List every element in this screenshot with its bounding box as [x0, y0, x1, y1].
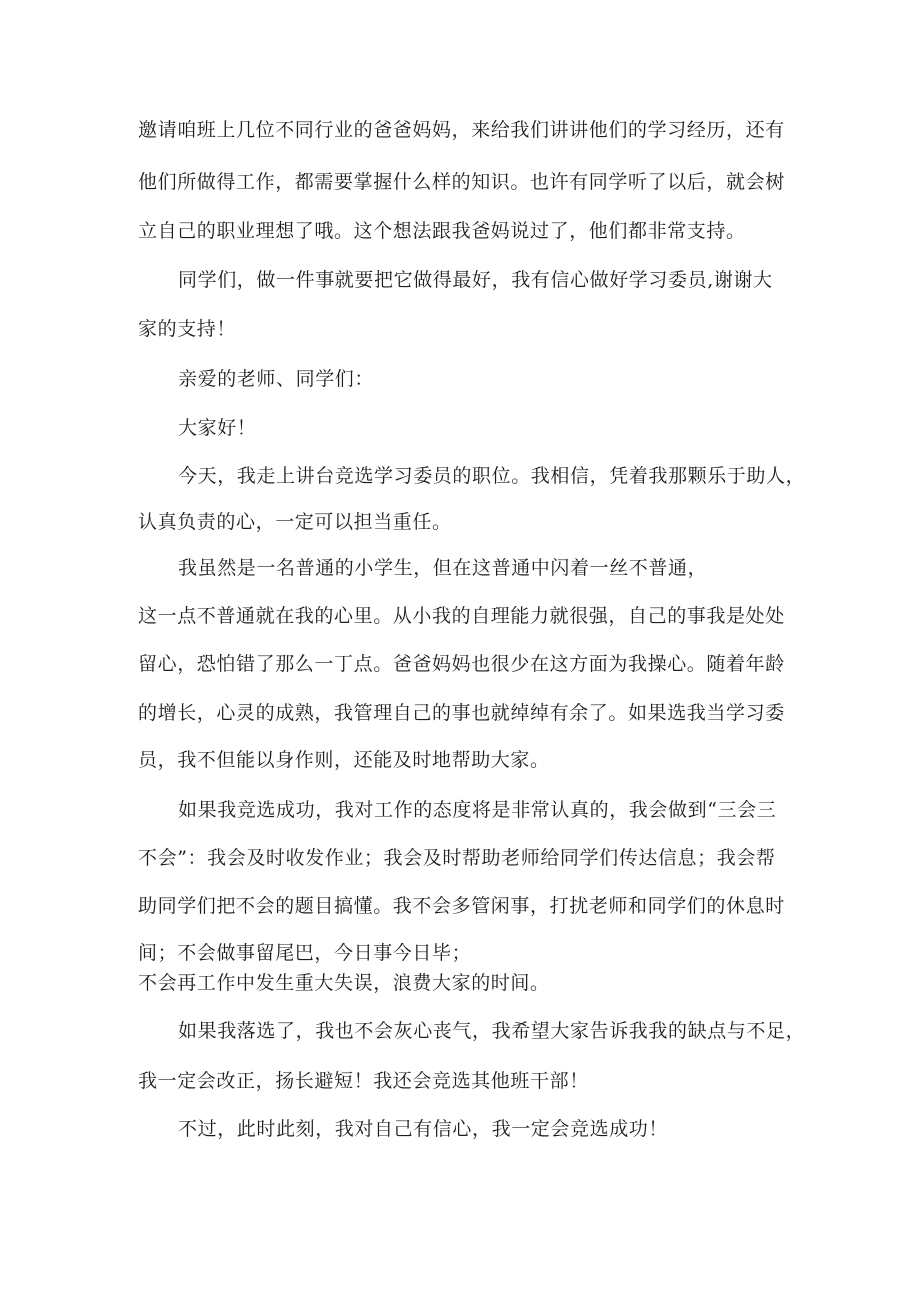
text-line: 不会再工作中发生重大失误，浪费大家的时间。: [138, 972, 550, 994]
text-line: 不会”：我会及时收发作业；我会及时帮助老师给同学们传达信息；我会帮: [138, 847, 776, 869]
text-line: 如果我落选了，我也不会灰心丧气，我希望大家告诉我我的缺点与不足，: [178, 1020, 806, 1042]
text-line: 家的支持！: [138, 318, 237, 340]
text-line: 助同学们把不会的题目搞懂。我不会多管闲事，打扰老师和同学们的休息时: [138, 895, 785, 917]
text-line: 间；不会做事留尾巴，今日事今日毕；: [138, 942, 472, 964]
text-line: 不过，此时此刻，我对自己有信心，我一定会竞选成功！: [178, 1118, 669, 1140]
text-line: 留心，恐怕错了那么一丁点。爸爸妈妈也很少在这方面为我操心。随着年龄: [138, 653, 785, 675]
text-line: 认真负责的心，一定可以担当重任。: [138, 511, 452, 533]
text-line: 员，我不但能以身作则，还能及时地帮助大家。: [138, 749, 550, 771]
text-line: 我虽然是一名普通的小学生，但在这普通中闪着一丝不普通，: [178, 557, 708, 579]
text-line: 亲爱的老师、同学们：: [178, 368, 375, 390]
text-line: 邀请咱班上几位不同行业的爸爸妈妈，来给我们讲讲他们的学习经历，还有: [138, 119, 785, 141]
text-line: 立自己的职业理想了哦。这个想法跟我爸妈说过了，他们都非常支持。: [138, 220, 746, 242]
text-line: 同学们，做一件事就要把它做得最好，我有信心做好学习委员,谢谢大: [178, 269, 773, 291]
text-line: 他们所做得工作，都需要掌握什么样的知识。也许有同学听了以后，就会树: [138, 171, 785, 193]
text-line: 今天，我走上讲台竞选学习委员的职位。我相信，凭着我那颗乐于助人，: [178, 465, 806, 487]
text-line: 这一点不普通就在我的心里。从小我的自理能力就很强，自己的事我是处处: [138, 605, 785, 627]
text-line: 的增长，心灵的成熟，我管理自己的事也就绰绰有余了。如果选我当学习委: [138, 702, 785, 724]
text-line: 大家好！: [178, 417, 257, 439]
text-line: 如果我竞选成功，我对工作的态度将是非常认真的，我会做到“三会三: [178, 799, 777, 821]
text-line: 我一定会改正，扬长避短！我还会竞选其他班干部！: [138, 1070, 589, 1092]
